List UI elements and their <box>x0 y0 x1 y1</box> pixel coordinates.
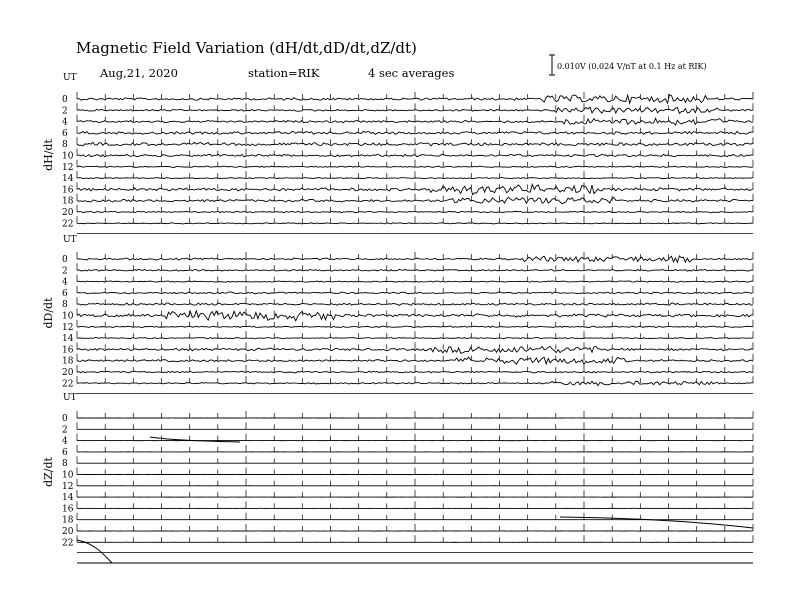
hour-row-label: 4 <box>62 117 68 128</box>
hour-ticks <box>77 263 753 270</box>
hour-row-label: 12 <box>62 481 74 492</box>
hour-row-label: 2 <box>62 266 68 277</box>
ut-label: UT <box>63 73 77 83</box>
hour-row-label: 4 <box>62 436 68 447</box>
hour-ticks <box>77 286 753 293</box>
panel-ylabel: dD/dt <box>42 297 55 329</box>
panel-dH-dt <box>42 73 753 234</box>
hour-ticks <box>77 456 753 463</box>
hour-ticks <box>77 320 753 327</box>
trace-line <box>77 211 753 213</box>
trace-line <box>77 178 753 179</box>
hour-row-label: 18 <box>62 515 74 526</box>
hour-ticks <box>77 422 753 429</box>
hour-row-label: 12 <box>62 162 74 173</box>
trace-line <box>77 223 753 224</box>
hour-row-label: 4 <box>62 277 68 288</box>
hour-ticks <box>77 171 753 178</box>
panel-ylabel: dH/dt <box>42 139 55 171</box>
trace-line <box>77 292 753 294</box>
chart-title: Magnetic Field Variation (dH/dt,dD/dt,dZ/dt) <box>76 39 417 57</box>
hour-ticks <box>77 297 753 304</box>
hour-ticks <box>77 479 753 486</box>
station-label: station=RIK <box>248 66 320 80</box>
hour-row-label: 10 <box>62 311 74 322</box>
hour-ticks <box>77 216 753 223</box>
hour-row-label: 22 <box>62 219 74 230</box>
hour-ticks <box>77 342 753 349</box>
hour-row-label: 16 <box>62 185 74 196</box>
scale-label: 0.010V (0.024 V/nT at 0.1 Hz at RIK) <box>557 62 707 71</box>
hour-row-label: 16 <box>62 345 74 356</box>
hour-row-label: 18 <box>62 356 74 367</box>
hour-row-label: 2 <box>62 106 68 117</box>
ut-label: UT <box>63 235 77 245</box>
hour-ticks <box>77 331 753 338</box>
hour-row-label: 10 <box>62 470 74 481</box>
hour-ticks <box>77 309 753 316</box>
dz-drift-curve <box>77 540 112 563</box>
hour-ticks <box>77 468 753 475</box>
hour-row-label: 14 <box>62 174 74 185</box>
hour-ticks <box>77 501 753 508</box>
hour-row-label: 6 <box>62 288 68 299</box>
hour-row-label: 6 <box>62 128 68 139</box>
hour-row-label: 14 <box>62 493 74 504</box>
panel-ylabel: dZ/dt <box>42 457 55 487</box>
hour-row-label: 18 <box>62 196 74 207</box>
dz-drift-curve <box>150 437 240 442</box>
hour-row-label: 10 <box>62 151 74 162</box>
hour-row-label: 20 <box>62 208 74 218</box>
trace-line <box>77 154 753 157</box>
hour-row-label: 0 <box>62 255 68 265</box>
hour-ticks <box>77 365 753 372</box>
hour-ticks <box>77 535 753 542</box>
hour-row-label: 8 <box>62 459 68 470</box>
hour-ticks <box>77 115 753 122</box>
hour-row-label: 22 <box>62 538 74 549</box>
hour-ticks <box>77 411 753 418</box>
averaging-label: 4 sec averages <box>368 66 455 80</box>
panel-dD-dt <box>42 235 753 394</box>
hour-row-label: 20 <box>62 368 74 378</box>
hour-row-label: 0 <box>62 95 68 105</box>
hour-row-label: 20 <box>62 527 74 537</box>
ut-label: UT <box>63 393 77 403</box>
hour-ticks <box>77 490 753 497</box>
hour-ticks <box>77 126 753 133</box>
hour-row-label: 8 <box>62 140 68 151</box>
panel-dZ-dt <box>42 393 753 563</box>
hour-ticks <box>77 252 753 259</box>
hour-ticks <box>77 524 753 531</box>
hour-row-label: 8 <box>62 300 68 311</box>
hour-row-label: 22 <box>62 379 74 390</box>
trace-line <box>77 338 753 339</box>
hour-row-label: 6 <box>62 447 68 458</box>
hour-row-label: 16 <box>62 504 74 515</box>
date-label: Aug,21, 2020 <box>100 66 178 80</box>
hour-row-label: 0 <box>62 414 68 424</box>
panels-group <box>42 73 753 563</box>
hour-row-label: 14 <box>62 334 74 345</box>
hour-ticks <box>77 275 753 282</box>
hour-ticks <box>77 445 753 452</box>
hour-ticks <box>77 137 753 144</box>
hour-ticks <box>77 513 753 520</box>
hour-ticks <box>77 194 753 201</box>
scale-bar <box>549 55 707 75</box>
hour-row-label: 2 <box>62 425 68 436</box>
dz-drift-curve <box>560 517 753 528</box>
hour-ticks <box>77 205 753 212</box>
hour-row-label: 12 <box>62 322 74 333</box>
